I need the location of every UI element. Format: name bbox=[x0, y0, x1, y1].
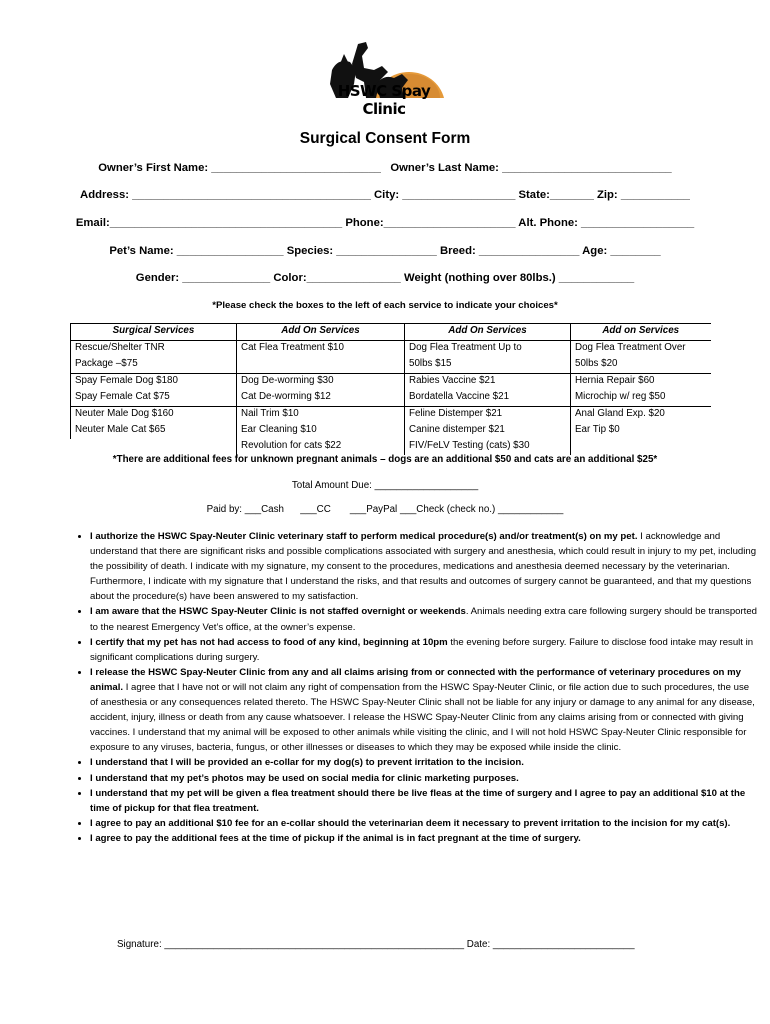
term-bold: I understand that my pet will be given a flea treatment should there be live fleas at the time of surgery and I agree to pay an additional $10 at the time of pickup for that flea treatment. bbox=[90, 787, 746, 814]
service-option[interactable]: Nail Trim $10 bbox=[237, 407, 405, 424]
list-item bbox=[90, 816, 758, 831]
table-row bbox=[71, 357, 711, 374]
services-header-row bbox=[71, 324, 711, 341]
service-option[interactable]: Spay Female Cat $75 bbox=[71, 390, 237, 407]
payment-method-line[interactable]: Paid by: ___Cash ___CC ___PayPal ___Check (check no.) ____________ bbox=[206, 504, 564, 515]
service-option[interactable]: Rescue/Shelter TNR bbox=[71, 341, 237, 358]
form-title: Surgical Consent Form bbox=[299, 130, 471, 147]
table-row bbox=[71, 390, 711, 407]
table-row bbox=[71, 439, 711, 455]
term-bold: I agree to pay an additional $10 fee for an e-collar should the veterinarian deem it necessary to prevent irritation to the incision for my cat(s). bbox=[90, 817, 731, 829]
list-item bbox=[90, 665, 758, 756]
term-bold: I understand that my pet’s photos may be used on social media for clinic marketing purposes. bbox=[90, 772, 519, 784]
service-option[interactable]: Microchip w/ reg $50 bbox=[575, 391, 666, 402]
service-option[interactable]: Package –$75 bbox=[71, 357, 237, 374]
service-option[interactable]: Ear Cleaning $10 bbox=[237, 423, 405, 439]
term-bold: I understand that I will be provided an e-collar for my dog(s) to prevent irritation to the incision. bbox=[90, 757, 524, 769]
service-option[interactable]: Bordatella Vaccine $21 bbox=[405, 390, 571, 407]
service-option[interactable] bbox=[237, 357, 405, 374]
service-option[interactable]: Rabies Vaccine $21 bbox=[405, 374, 571, 391]
service-option[interactable]: Dog Flea Treatment Up to bbox=[405, 341, 571, 358]
header-addon-2: Add On Services bbox=[405, 324, 571, 341]
service-option[interactable]: Neuter Male Cat $65 bbox=[71, 423, 237, 439]
term-bold: I release the HSWC Spay-Neuter Clinic from any and all claims arising from or connected with the performance of veterinary procedures on my animal. bbox=[90, 666, 741, 693]
service-option[interactable]: 50lbs $20 bbox=[575, 358, 618, 369]
service-option bbox=[571, 439, 711, 455]
service-option[interactable]: Feline Distemper $21 bbox=[405, 407, 571, 424]
service-option[interactable]: Spay Female Dog $180 bbox=[71, 374, 237, 391]
term-bold: I authorize the HSWC Spay-Neuter Clinic veterinary staff to perform medical procedure(s) and/or treatment(s) on my pet. bbox=[90, 531, 638, 542]
list-item bbox=[90, 831, 758, 846]
service-option[interactable]: 50lbs $15 bbox=[405, 357, 571, 374]
term-text: the evening before surgery. Failure to disclose food intake may result in significant complications during surgery. bbox=[90, 636, 754, 663]
service-option[interactable]: Dog De-worming $30 bbox=[237, 374, 405, 391]
table-row bbox=[71, 423, 711, 439]
service-option bbox=[71, 439, 237, 455]
service-option[interactable]: Cat De-worming $12 bbox=[237, 390, 405, 407]
service-option[interactable]: Ear Tip $0 bbox=[575, 424, 620, 435]
services-table bbox=[70, 323, 711, 455]
pet-details-line[interactable]: Gender: ______________ Color:_______________ Weight (nothing over 80lbs.) ____________ bbox=[135, 272, 635, 284]
list-item bbox=[90, 755, 758, 770]
clinic-logo bbox=[322, 40, 446, 118]
service-option[interactable]: Hernia Repair $60 bbox=[571, 374, 711, 391]
list-item bbox=[90, 604, 758, 634]
service-option[interactable]: Cat Flea Treatment $10 bbox=[237, 341, 405, 358]
term-bold: I certify that my pet has not had access to food of any kind, beginning at 10pm bbox=[90, 636, 448, 648]
check-boxes-note: *Please check the boxes to the left of each service to indicate your choices* bbox=[212, 300, 558, 311]
service-option[interactable]: Revolution for cats $22 bbox=[237, 439, 405, 455]
service-option[interactable]: Dog Flea Treatment Over bbox=[571, 341, 711, 358]
term-text: . Animals needing extra care following surgery should be transported to the nearest Emergency Vet’s office, at the owner’s expense. bbox=[90, 606, 758, 633]
service-option[interactable]: Neuter Male Dog $160 bbox=[71, 407, 237, 424]
list-item bbox=[90, 786, 758, 816]
service-option[interactable]: FIV/FeLV Testing (cats) $30 bbox=[405, 439, 571, 455]
term-bold: I agree to pay the additional fees at the time of pickup if the animal is in fact pregnant at the time of surgery. bbox=[90, 832, 581, 844]
consent-terms-list bbox=[62, 529, 758, 846]
list-item bbox=[90, 635, 758, 665]
service-option[interactable]: Canine distemper $21 bbox=[405, 423, 571, 439]
header-addon-3: Add on Services bbox=[571, 324, 711, 341]
table-row bbox=[71, 374, 711, 391]
table-row bbox=[71, 341, 711, 358]
list-item bbox=[90, 529, 758, 604]
header-addon-1: Add On Services bbox=[237, 324, 405, 341]
total-amount-line[interactable]: Total Amount Due: ___________________ bbox=[291, 480, 479, 491]
logo-text: HSWC Spay Clinic bbox=[337, 82, 431, 118]
term-text: I acknowledge and understand that there are significant risks and possible complications associated with surgery and anesthesia, which could result in injury to my pet, including the possibility of death. I indicate with my signature, my consent to the procedures, medications and anesthesia deemed necessary by the veterinarian. Furthermore, I indicate with my signature that I understand the risks, and that results and outcomes of surgery cannot be guaranteed, and that my questions about the procedure(s) have been answered to my satisfaction. bbox=[90, 531, 757, 603]
term-text: I agree that I have not or will not claim any right of compensation from the HSWC Spay-Neuter Clinic, or file action due to such procedures, the use of anesthesia or any consequences related thereto. The HSWC Spay-Neuter Clinic shall not be liable for any injury or damage to any animal for any disease, accident, injury, illness or death from any cause whatsoever. I release the HSWC Spay-Neuter Clinic from any claims arising from or connected with giving vaccines. I understand that my animal will be exposed to other animals while visiting the clinic, and I will not hold HSWC Spay-Neuter Clinic responsible for exposure to any viruses, bacteria, fungus, or other illnesses or diseases to which they may be exposed while inside the clinic. bbox=[90, 681, 755, 754]
address-line[interactable]: Address: ______________________________________ City: __________________ State:_______ Zip: ___________ bbox=[80, 189, 690, 201]
table-row bbox=[71, 407, 711, 424]
signature-line[interactable]: Signature: _______________________________________________________ Date: __________________________ bbox=[117, 939, 635, 950]
service-option[interactable]: Anal Gland Exp. $20 bbox=[571, 407, 711, 424]
owner-name-line[interactable]: Owner’s First Name: ___________________________ Owner’s Last Name: ___________________________ bbox=[98, 162, 672, 174]
pregnancy-fees-note: *There are additional fees for unknown pregnant animals – dogs are an additional $50 and cats are an additional $25* bbox=[112, 454, 658, 465]
list-item bbox=[90, 771, 758, 786]
term-bold: I am aware that the HSWC Spay-Neuter Clinic is not staffed overnight or weekends bbox=[90, 606, 466, 618]
pet-info-line[interactable]: Pet’s Name: _________________ Species: ________________ Breed: ________________ Age: ________ bbox=[109, 245, 661, 257]
contact-line[interactable]: Email:_____________________________________ Phone:_____________________ Alt. Phone: __________________ bbox=[75, 217, 695, 229]
header-surgical: Surgical Services bbox=[71, 324, 237, 341]
